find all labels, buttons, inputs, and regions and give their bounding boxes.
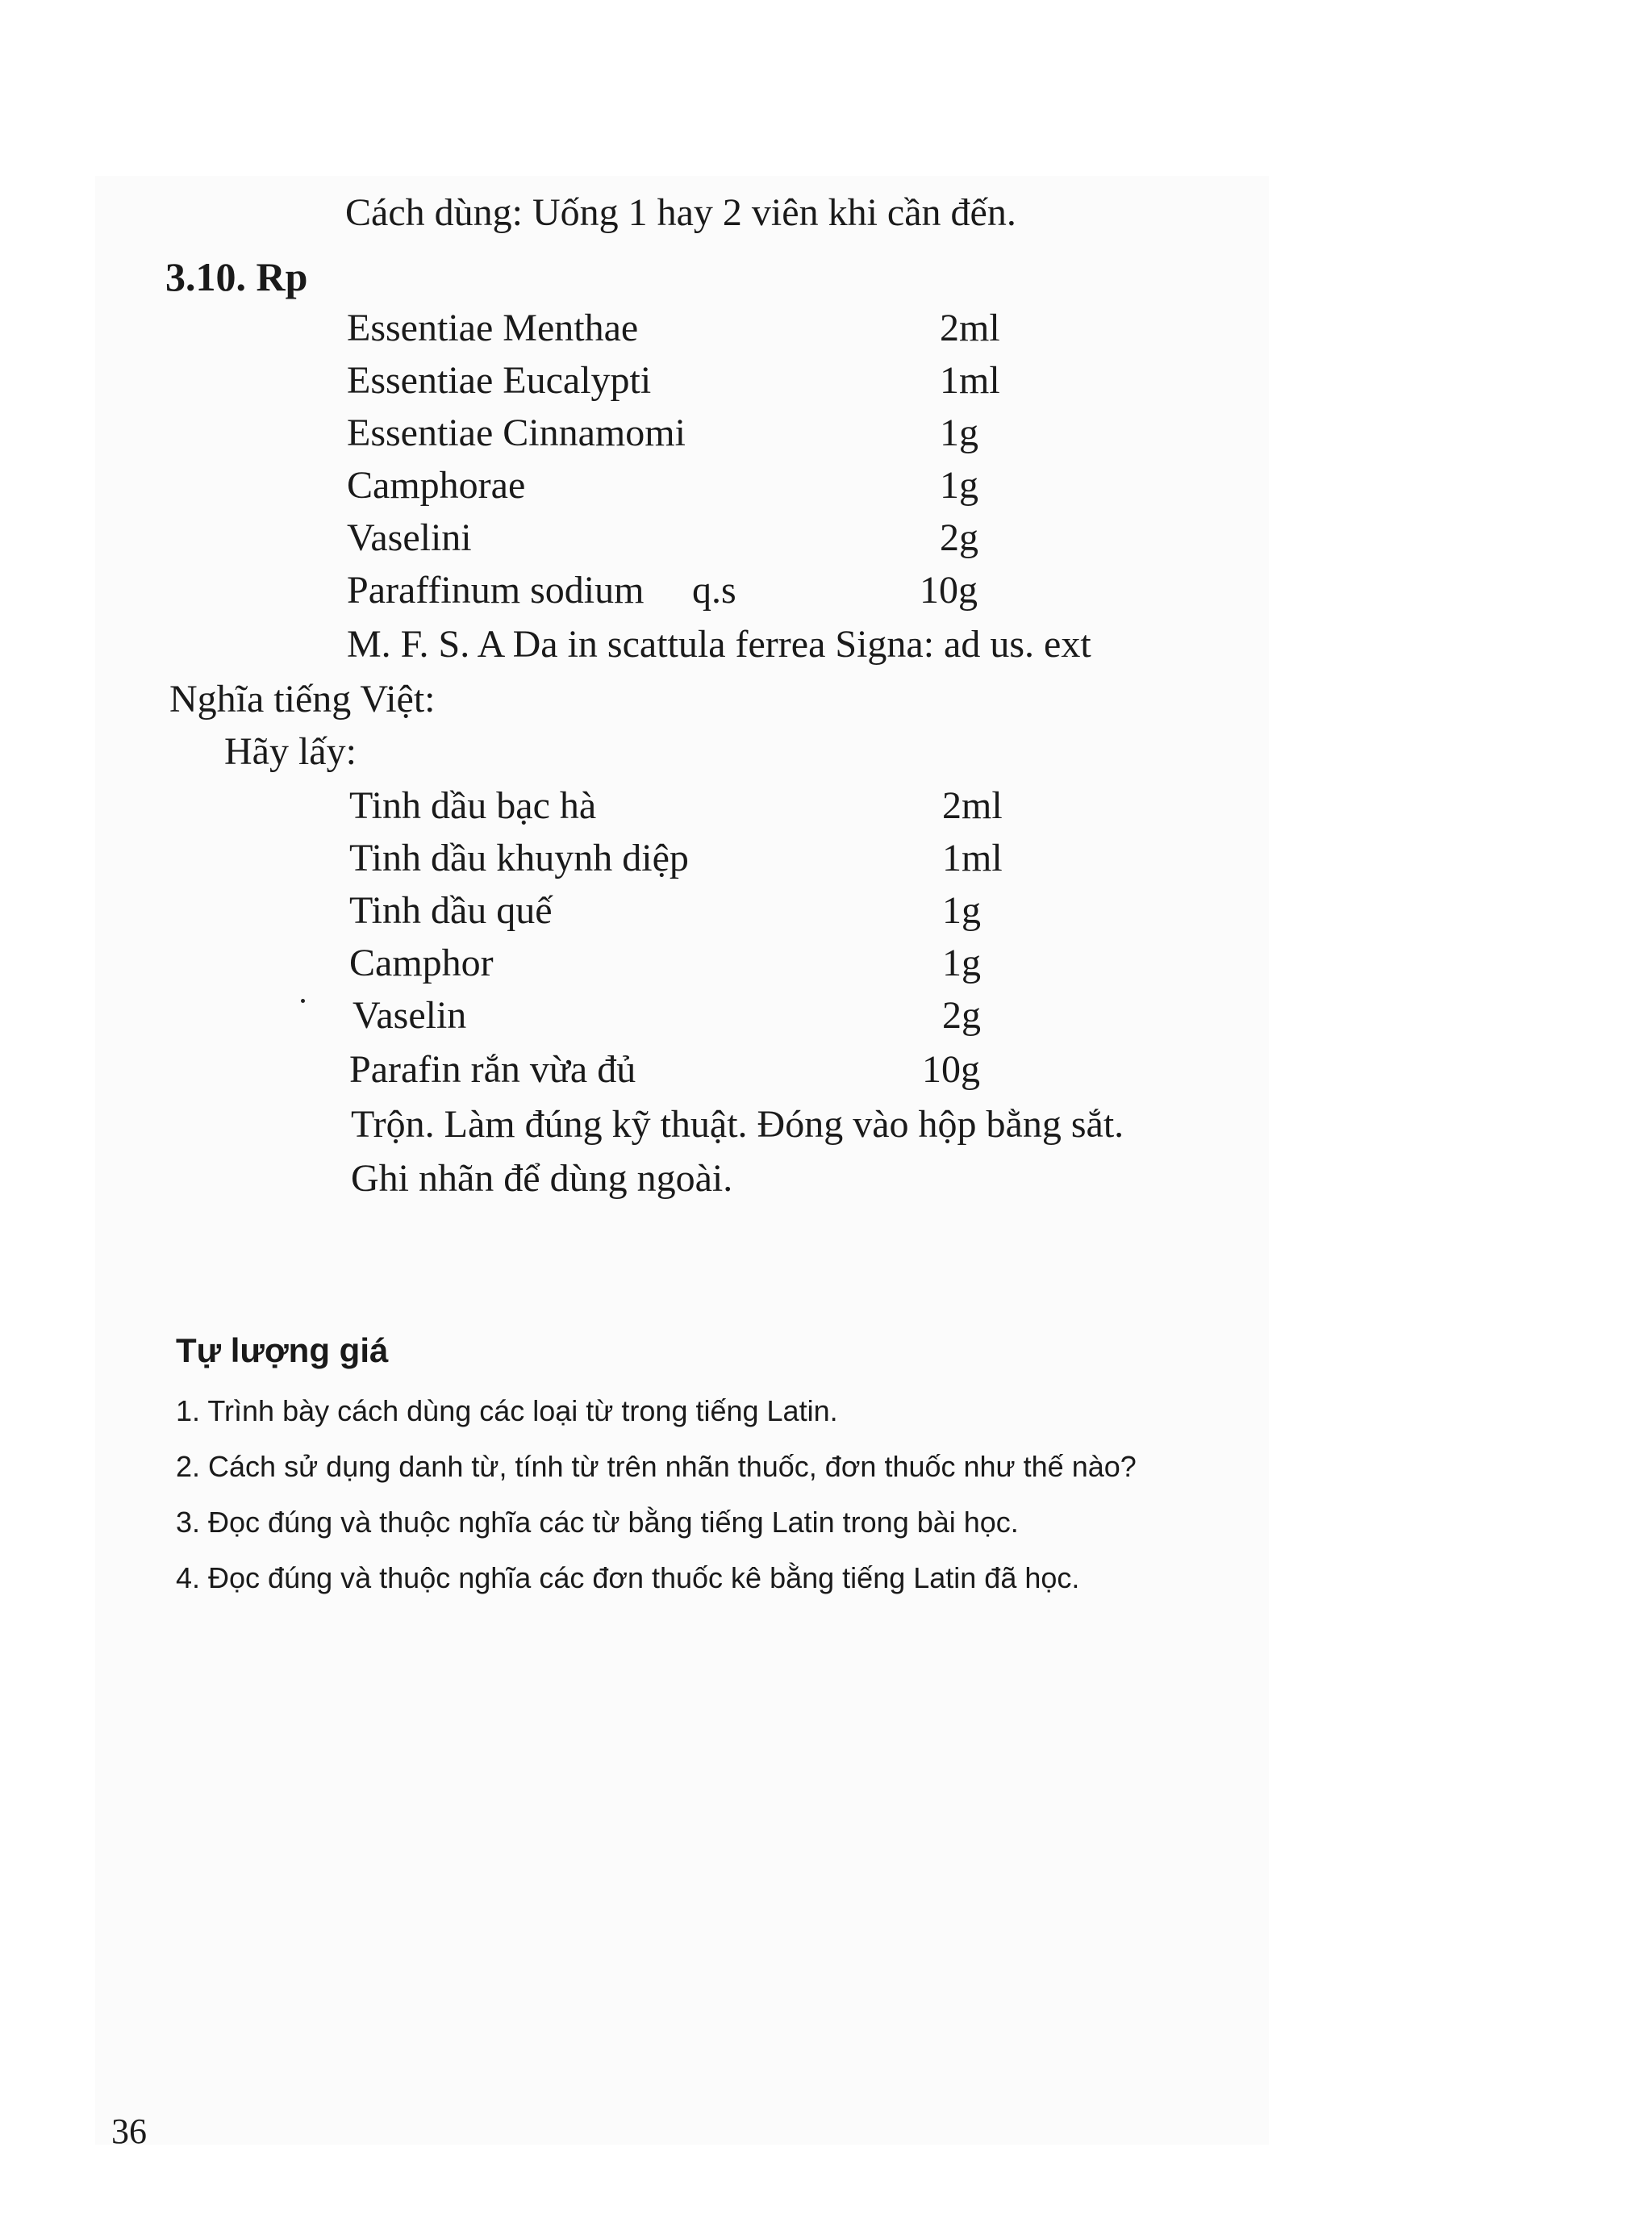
ingredient-name-vi: Tinh dầu khuynh diệp xyxy=(349,837,689,879)
ingredient-qty-vi: 1ml xyxy=(942,837,1003,879)
vietnamese-heading: Nghĩa tiếng Việt: xyxy=(169,678,436,721)
signa-line: M. F. S. A Da in scattula ferrea Signa: ad us. ext xyxy=(347,623,1091,666)
instruction-line: Trộn. Làm đúng kỹ thuật. Đóng vào hộp bằng sắt. xyxy=(351,1103,1124,1146)
ingredient-qty: 2g xyxy=(940,516,978,559)
ingredient-qty-vi: 1g xyxy=(942,942,981,984)
self-assessment-title: Tự lượng giá xyxy=(176,1331,389,1369)
question-item: 4. Đọc đúng và thuộc nghĩa các đơn thuốc kê bằng tiếng Latin đã học. xyxy=(176,1561,1080,1594)
usage-line: Cách dùng: Uống 1 hay 2 viên khi cần đến. xyxy=(345,191,1016,234)
ingredient-name: Camphorae xyxy=(347,464,526,507)
prescription-heading: 3.10. Rp xyxy=(165,254,308,299)
ingredient-qty: 1ml xyxy=(940,359,1000,402)
ingredient-qty-vi: 10g xyxy=(922,1048,980,1091)
ingredient-name: Vaselini xyxy=(347,516,472,559)
ingredient-name: Essentiae Menthae xyxy=(347,307,639,349)
ingredient-qty: 10g xyxy=(920,569,978,612)
page-number: 36 xyxy=(111,2112,147,2151)
ingredient-name: Essentiae Eucalypti xyxy=(347,359,652,402)
take-line: Hãy lấy: xyxy=(224,730,357,773)
ingredient-name: Essentiae Cinnamomi xyxy=(347,411,686,454)
ingredient-qty: 1g xyxy=(940,464,978,507)
ingredient-name-vi: Vaselin xyxy=(353,994,467,1037)
ingredient-name-vi: Parafin rắn vừa đủ xyxy=(349,1048,636,1091)
ingredient-qty: 2ml xyxy=(940,307,1000,349)
ingredient-qty-vi: 1g xyxy=(942,889,981,932)
ingredient-qty-vi: 2g xyxy=(942,994,981,1037)
ingredient-name-vi: Tinh dầu quế xyxy=(349,889,553,932)
instruction-line: Ghi nhãn để dùng ngoài. xyxy=(351,1157,733,1200)
question-item: 2. Cách sử dụng danh từ, tính từ trên nhãn thuốc, đơn thuốc như thế nào? xyxy=(176,1450,1137,1483)
ingredient-name-vi: Camphor xyxy=(349,942,494,984)
ingredient-qty-vi: 2ml xyxy=(942,784,1003,827)
quantum-satis-note: q.s xyxy=(692,569,736,612)
ingredient-name: Paraffinum sodium xyxy=(347,569,645,612)
question-item: 1. Trình bày cách dùng các loại từ trong tiếng Latin. xyxy=(176,1394,838,1427)
scan-speck xyxy=(301,999,305,1003)
ingredient-qty: 1g xyxy=(940,411,978,454)
question-item: 3. Đọc đúng và thuộc nghĩa các từ bằng tiếng Latin trong bài học. xyxy=(176,1506,1019,1539)
ingredient-name-vi: Tinh dầu bạc hà xyxy=(349,784,597,827)
